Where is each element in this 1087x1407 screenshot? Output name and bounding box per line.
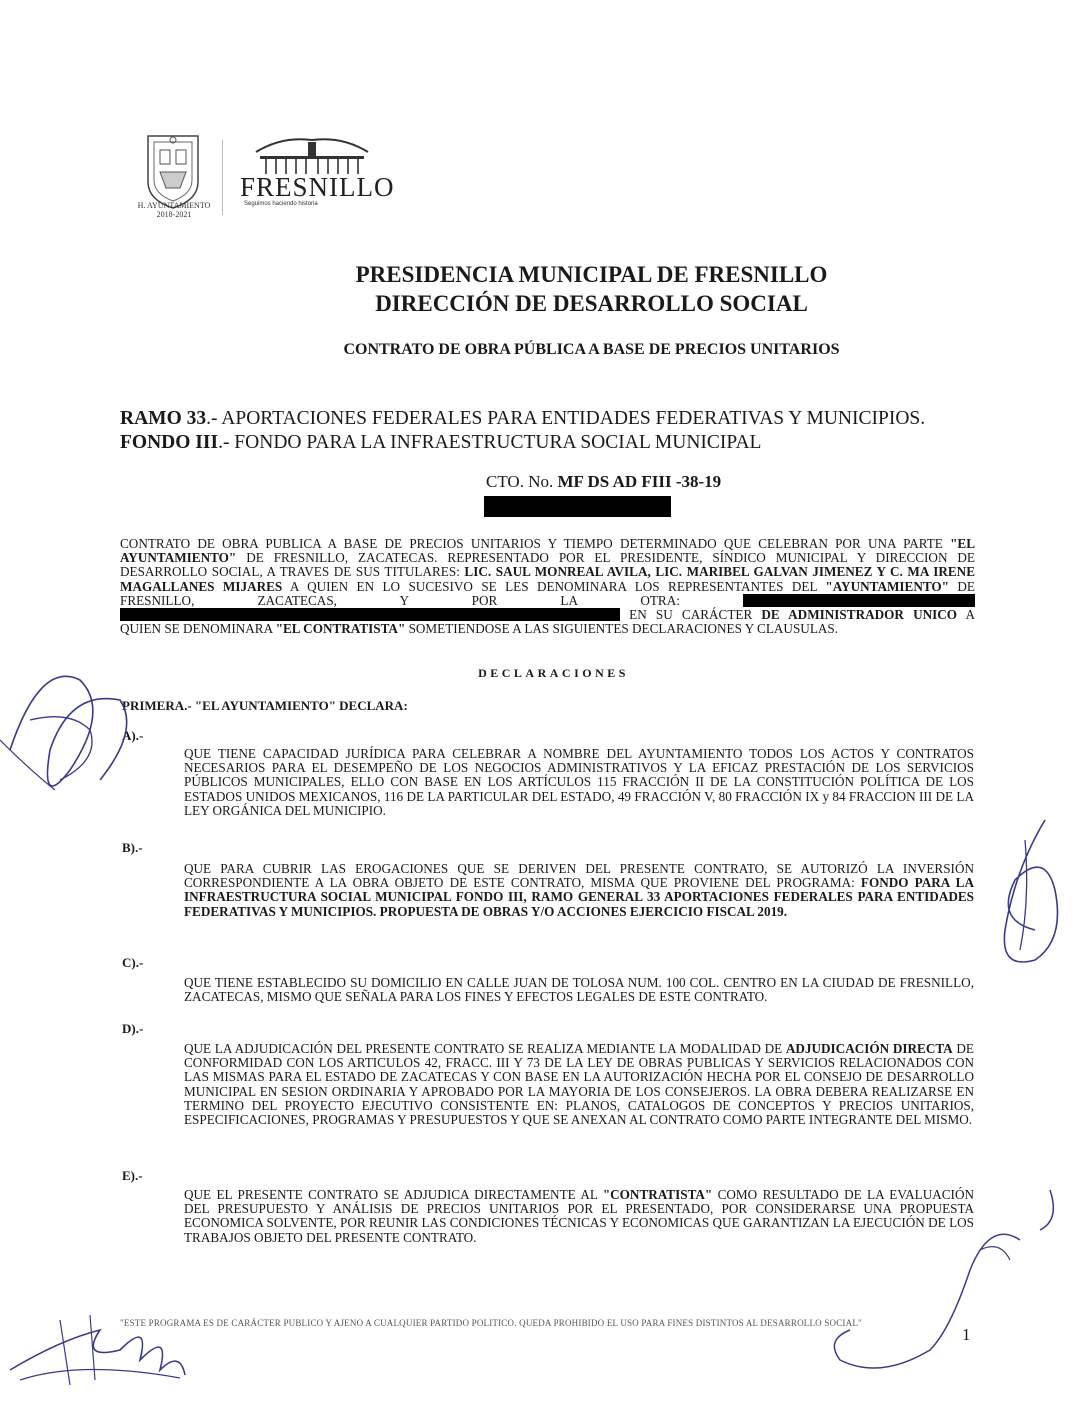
section-a-text: QUE TIENE CAPACIDAD JURÍDICA PARA CELEBRAR A NOMBRE DEL AYUNTAMIENTO TODOS LOS ACTOS Y CONTRATOS NECESARIOS PARA EL DESEMPEÑO DE LOS NEGOCIOS ADMINISTRATIVOS Y LA EFICAZ PRESTACIÓN DE LOS SERVICIOS PÚBLICOS MUNICIPALES, ELLO CON BASE EN LOS ARTÍCULOS 115 FRACCIÓN II DE LA CONSTITUCIÓN POLÍTICA DE LOS ESTADOS UNIDOS MEXICANOS, 116 DE LA PARTICULAR DEL ESTADO, 49 FRACCIÓN V, 80 FRACCIÓN IX y 84 FRACCION III DE LA LEY ORGÁNICA DEL MUNICIPIO.: [184, 746, 974, 818]
redaction-block: [120, 608, 620, 621]
section-e-text: QUE EL PRESENTE CONTRATO SE ADJUDICA DIRECTAMENTE AL "CONTRATISTA" COMO RESULTADO DE LA EVALUACIÓN DEL PRESUPUESTO Y ANÁLISIS DE PRECIOS UNITARIOS POR EL PRESENTADO, POR CONSIDERARSE UNA PROPUESTA ECONOMICA SOLVENTE, POR REUNIR LAS CONDICIONES TÉCNICAS Y ECONOMICAS QUE GARANTIZAN LA EJECUCIÓN DE LOS TRABAJOS OBJETO DEL PRESENTE CONTRATO.: [184, 1187, 974, 1245]
page-title: PRESIDENCIA MUNICIPAL DE FRESNILLO: [355, 262, 828, 287]
intro-paragraph: CONTRATO DE OBRA PUBLICA A BASE DE PRECIOS UNITARIOS Y TIEMPO DETERMINADO QUE CELEBRAN POR UNA PARTE "EL AYUNTAMIENTO" DE FRESNILLO, ZACATECAS. REPRESENTADO POR EL PRESIDENTE, SÍNDICO MUNICIPAL Y DIRECCION DE DESARROLLO SOCIAL, A TRAVES DE SUS TITULARES: LIC. SAUL MONREAL AVILA, LIC. MARIBEL GALVAN JIMENEZ Y C. MA IRENE MAGALLANES MIJARES A QUIEN EN LO SUCESIVO SE LES DENOMINARA LOS REPRESENTANTES DEL "AYUNTAMIENTO" DE FRESNILLO, ZACATECAS, Y POR LA OTRA: EN SU CARÁCTER DE ADMINISTRADOR UNICO A QUIEN SE DENOMINARA "EL CONTRATISTA" SOMETIENDOSE A LAS SIGUIENTES DECLARACIONES Y CLAUSULAS.: [120, 536, 975, 637]
signature-right: [975, 810, 1080, 980]
contract-number-value: MF DS AD FIII -38-19: [557, 472, 722, 491]
redaction-block: [743, 594, 975, 607]
section-d-text: QUE LA ADJUDICACIÓN DEL PRESENTE CONTRATO SE REALIZA MEDIANTE LA MODALIDAD DE ADJUDICACIÓN DIRECTA DE CONFORMIDAD CON LOS ARTICULOS 42, FRACC. III Y 73 DE LA LEY DE OBRAS PUBLICAS Y SERVICIOS RELACIONADOS CON LAS MISMAS PARA EL ESTADO DE ZACATECAS Y CON BASE EN LA AUTORIZACIÓN HECHA POR EL CONSEJO DE DESARROLLO MUNICIPAL EN SESION ORDINARIA Y APROBADO POR LA MAYORIA DE LOS CONSEJEROS. LA OBRA DEBERA REALIZARSE EN TERMINO DEL PROYECTO EJECUTIVO CONSISTENTE EN: PLANOS, CATALOGOS DE CONCEPTOS Y PRECIOS UNITARIOS, ESPECIFICACIONES, PROGRAMAS Y PRESUPUESTOS Y QUE SE ANEXAN AL CONTRATO COMO PARTE INTEGRANTE DEL MISMO.: [184, 1041, 974, 1128]
fresnillo-skyline-icon: [252, 134, 372, 176]
ramo-block: [120, 407, 925, 455]
fondo-text: .- FONDO PARA LA INFRAESTRUCTURA SOCIAL MUNICIPAL: [218, 432, 762, 453]
signature-left: [0, 640, 150, 820]
ramo-text: .- APORTACIONES FEDERALES PARA ENTIDADES FEDERATIVAS Y MUNICIPIOS.: [206, 408, 926, 429]
contract-number-prefix: CTO. No.: [486, 472, 558, 491]
section-d-label: D).-: [122, 1021, 144, 1036]
redaction-block: [484, 496, 671, 517]
contract-number: [486, 472, 721, 492]
section-c-text: QUE TIENE ESTABLECIDO SU DOMICILIO EN CALLE JUAN DE TOLOSA NUM. 100 COL. CENTRO EN LA CIUDAD DE FRESNILLO, ZACATECAS, MISMO QUE SEÑALA PARA LOS FINES Y EFECTOS LEGALES DE ESTE CONTRATO.: [184, 975, 974, 1005]
signature-bottom-left: [0, 1300, 200, 1400]
section-e-label: E).-: [122, 1168, 143, 1183]
seal-caption: H. AYUNTAMIENTO 2018-2021: [137, 201, 211, 219]
footer-note: "ESTE PROGRAMA ES DE CARÁCTER PUBLICO Y AJENO A CUALQUIER PARTIDO POLITICO. QUEDA PROHIBIDO EL USO PARA FINES DISTINTOS AL DESARROLLO SOCIAL": [120, 1318, 862, 1328]
declaraciones-heading: DECLARACIONES: [478, 666, 629, 680]
contract-type-heading: CONTRATO DE OBRA PÚBLICA A BASE DE PRECIOS UNITARIOS: [343, 341, 840, 358]
section-b-text: QUE PARA CUBRIR LAS EROGACIONES QUE SE DERIVEN DEL PRESENTE CONTRATO, SE AUTORIZÓ LA INVERSIÓN CORRESPONDIENTE A LA OBRA OBJETO DE ESTE CONTRATO, MISMA QUE PROVIENE DEL PROGRAMA: FONDO PARA LA INFRAESTRUCTURA SOCIAL MUNICIPAL FONDO III, RAMO GENERAL 33 APORTACIONES FEDERALES PARA ENTIDADES FEDERATIVAS Y MUNICIPIOS. PROPUESTA DE OBRAS Y/O ACCIONES EJERCICIO FISCAL 2019.: [184, 861, 974, 919]
fondo-label: FONDO III: [120, 432, 219, 453]
signature-bottom-right: [820, 1180, 1070, 1380]
brand-slogan: Seguimos haciendo historia: [244, 201, 318, 207]
primera-heading: PRIMERA.- "EL AYUNTAMIENTO" DECLARA:: [122, 698, 408, 713]
brand-name: FRESNILLO: [240, 172, 395, 202]
ramo-label: RAMO 33: [120, 408, 207, 429]
section-b-label: B).-: [122, 840, 143, 855]
logo-divider: [222, 140, 223, 215]
page-number: 1: [962, 1325, 971, 1344]
section-c-label: C).-: [122, 955, 144, 970]
section-a-label: A).-: [122, 728, 144, 743]
page-subtitle: DIRECCIÓN DE DESARROLLO SOCIAL: [375, 291, 808, 316]
